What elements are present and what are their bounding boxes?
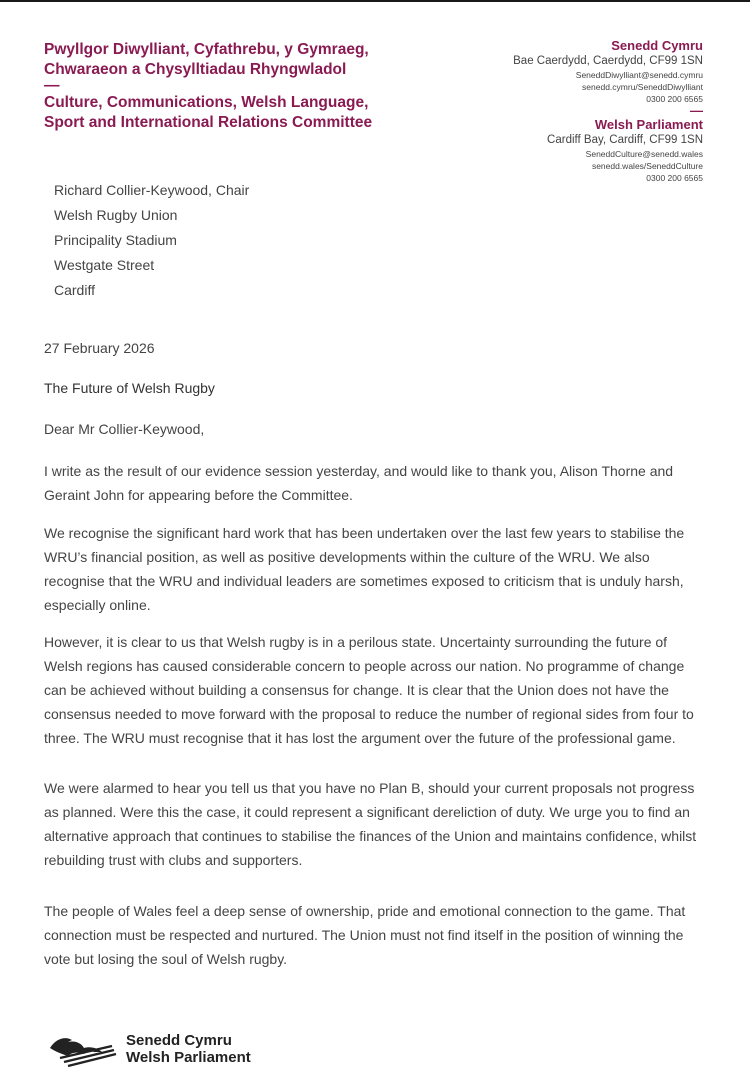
contact-separator: — bbox=[690, 103, 703, 118]
committee-english-line2: Sport and International Relations Committee bbox=[44, 113, 373, 131]
body-paragraph: We were alarmed to hear you tell us that you have no Plan B, should your current proposals not progress as planned. Were this the case, it could represent a significant dereliction of duty. We urge you to find an alternative approach that continues to stabilise the finances of the Union and maintains confidence, whilst rebuilding trust with clubs and supporters. bbox=[44, 780, 697, 868]
body-paragraph: The people of Wales feel a deep sense of ownership, pride and emotional connection to the game. That connection must be respected and nurtured. The Union must not find itself in the position of winning the vote but losing the soul of Welsh rugby. bbox=[44, 903, 686, 967]
recipient-line: Principality Stadium bbox=[54, 232, 177, 248]
senedd-logo bbox=[46, 1030, 251, 1068]
contact-english-email: SeneddCulture@senedd.wales bbox=[585, 149, 703, 159]
contact-block bbox=[513, 38, 703, 184]
recipient-address bbox=[54, 178, 249, 303]
senedd-logo-icon bbox=[46, 1030, 118, 1068]
body-paragraph: I write as the result of our evidence session yesterday, and would like to thank you, Alison Thorne and Geraint John for appearing before the Committee. bbox=[44, 463, 674, 503]
letter-date: 27 February 2026 bbox=[44, 340, 155, 356]
top-rule bbox=[0, 0, 750, 2]
body-paragraph: We recognise the significant hard work that has been undertaken over the last few years to stabilise the WRU’s financial position, as well as positive developments within the culture of the WRU. We also recognise that the WRU and individual leaders are sometimes exposed to criticism that is unduly harsh, especially online. bbox=[44, 525, 685, 613]
recipient-line: Westgate Street bbox=[54, 257, 155, 273]
contact-welsh-email: SeneddDiwylliant@senedd.cymru bbox=[575, 70, 703, 80]
contact-english-name: Welsh Parliament bbox=[594, 117, 703, 132]
contact-welsh-phone: 0300 200 6565 bbox=[646, 94, 703, 104]
letter-subject: The Future of Welsh Rugby bbox=[44, 380, 215, 396]
contact-english-phone: 0300 200 6565 bbox=[646, 173, 703, 183]
letter-salutation: Dear Mr Collier-Keywood, bbox=[44, 421, 205, 437]
contact-welsh-web: senedd.cymru/SeneddDiwylliant bbox=[582, 82, 703, 92]
committee-english-line1: Culture, Communications, Welsh Language, bbox=[44, 94, 369, 111]
recipient-line: Welsh Rugby Union bbox=[54, 207, 178, 223]
contact-welsh-address: Bae Caerdydd, Caerdydd, CF99 1SN bbox=[513, 55, 703, 67]
committee-separator: — bbox=[44, 77, 60, 94]
recipient-line: Richard Collier-Keywood, Chair bbox=[54, 182, 250, 198]
contact-english-address: Cardiff Bay, Cardiff, CF99 1SN bbox=[547, 134, 703, 146]
committee-welsh-line1: Pwyllgor Diwylliant, Cyfathrebu, y Gymraeg, bbox=[44, 41, 369, 58]
logo-text-english: Welsh Parliament bbox=[126, 1049, 251, 1066]
committee-name bbox=[44, 40, 464, 132]
logo-text-welsh: Senedd Cymru bbox=[126, 1032, 232, 1049]
contact-english-web: senedd.wales/SeneddCulture bbox=[591, 161, 703, 171]
body-paragraph: However, it is clear to us that Welsh rugby is in a perilous state. Uncertainty surrounding the future of Welsh regions has caused considerable concern to people across our nation. No programme of change can be achieved without building a consensus for change. It is clear that the Union does not have the consensus needed to move forward with the proposal to reduce the number of regional sides from four to three. The WRU must recognise that it has lost the argument over the future of the professional game. bbox=[44, 634, 694, 746]
contact-welsh-name: Senedd Cymru bbox=[611, 38, 703, 53]
recipient-line: Cardiff bbox=[54, 282, 95, 298]
committee-welsh-line2: Chwaraeon a Chysylltiadau Rhyngwladol bbox=[44, 60, 347, 78]
letter-body bbox=[44, 459, 709, 971]
